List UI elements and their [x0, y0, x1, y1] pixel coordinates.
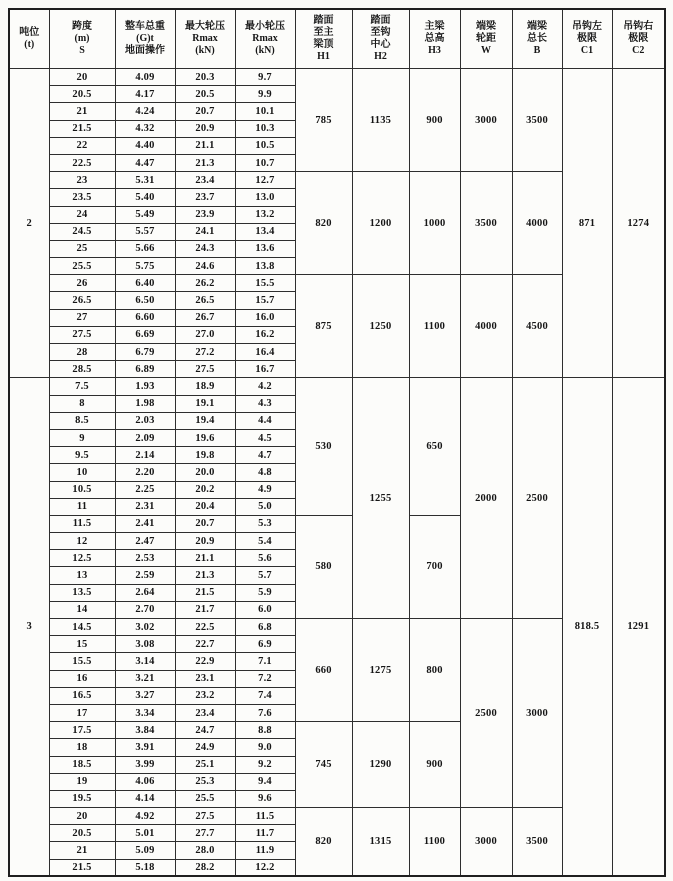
- max-wheel-load-cell: 21.3: [175, 567, 235, 584]
- max-wheel-load-cell: 26.5: [175, 292, 235, 309]
- total-weight-cell: 2.25: [115, 481, 175, 498]
- span-cell: 18.5: [49, 756, 115, 773]
- min-wheel-load-cell: 16.0: [235, 309, 295, 326]
- column-header-c2: [612, 9, 665, 69]
- max-wheel-load-cell: 27.2: [175, 344, 235, 361]
- span-cell: 20: [49, 69, 115, 86]
- header-line: B: [533, 45, 541, 56]
- min-wheel-load-cell: 7.1: [235, 653, 295, 670]
- max-wheel-load-cell: 20.7: [175, 103, 235, 120]
- min-wheel-load-cell: 16.4: [235, 344, 295, 361]
- span-cell: 16: [49, 670, 115, 687]
- w-cell: 2500: [460, 619, 512, 808]
- b-cell: 4000: [512, 172, 562, 275]
- header-line: Rmax: [192, 33, 218, 44]
- span-cell: 10.5: [49, 481, 115, 498]
- header-line: H1: [317, 51, 330, 62]
- total-weight-cell: 4.17: [115, 86, 175, 103]
- total-weight-cell: 2.31: [115, 498, 175, 515]
- min-wheel-load-cell: 10.3: [235, 120, 295, 137]
- column-header-h1: [295, 9, 352, 69]
- h2-cell: 1290: [352, 722, 409, 808]
- min-wheel-load-cell: 15.7: [235, 292, 295, 309]
- min-wheel-load-cell: 7.4: [235, 687, 295, 704]
- max-wheel-load-cell: 20.2: [175, 481, 235, 498]
- total-weight-cell: 5.31: [115, 172, 175, 189]
- span-cell: 22: [49, 137, 115, 154]
- h3-cell: 700: [409, 515, 460, 618]
- span-cell: 19: [49, 773, 115, 790]
- min-wheel-load-cell: 9.0: [235, 739, 295, 756]
- min-wheel-load-cell: 4.8: [235, 464, 295, 481]
- min-wheel-load-cell: 10.7: [235, 154, 295, 171]
- header-line: C1: [580, 45, 594, 56]
- min-wheel-load-cell: 13.0: [235, 189, 295, 206]
- span-cell: 27.5: [49, 326, 115, 343]
- span-cell: 15.5: [49, 653, 115, 670]
- min-wheel-load-cell: 13.4: [235, 223, 295, 240]
- span-cell: 22.5: [49, 154, 115, 171]
- total-weight-cell: 6.50: [115, 292, 175, 309]
- total-weight-cell: 3.91: [115, 739, 175, 756]
- total-weight-cell: 5.75: [115, 258, 175, 275]
- h2-cell: 1255: [352, 378, 409, 619]
- tonnage-cell: 2: [9, 69, 49, 378]
- span-cell: 12.5: [49, 550, 115, 567]
- h3-cell: 650: [409, 378, 460, 516]
- min-wheel-load-cell: 9.4: [235, 773, 295, 790]
- max-wheel-load-cell: 26.7: [175, 309, 235, 326]
- h1-cell: 785: [295, 69, 352, 172]
- min-wheel-load-cell: 6.0: [235, 601, 295, 618]
- header-line: 轮距: [476, 33, 496, 44]
- header-line: (m): [74, 33, 90, 44]
- header-line: 吊钩右: [623, 21, 654, 32]
- min-wheel-load-cell: 4.9: [235, 481, 295, 498]
- min-wheel-load-cell: 12.7: [235, 172, 295, 189]
- b-cell: 3000: [512, 619, 562, 808]
- span-cell: 12: [49, 533, 115, 550]
- header-row: [9, 9, 665, 69]
- header-line: 吊钩左: [572, 21, 602, 32]
- max-wheel-load-cell: 28.0: [175, 842, 235, 859]
- header-line: 整车总重: [125, 21, 165, 32]
- column-header-b: [512, 9, 562, 69]
- max-wheel-load-cell: 27.0: [175, 326, 235, 343]
- span-cell: 14.5: [49, 619, 115, 636]
- span-cell: 28: [49, 344, 115, 361]
- max-wheel-load-cell: 20.4: [175, 498, 235, 515]
- column-header-w: [460, 9, 512, 69]
- span-cell: 20: [49, 808, 115, 825]
- total-weight-cell: 3.08: [115, 636, 175, 653]
- span-cell: 19.5: [49, 790, 115, 807]
- column-header-span: [49, 9, 115, 69]
- total-weight-cell: 2.47: [115, 533, 175, 550]
- total-weight-cell: 3.14: [115, 653, 175, 670]
- header-line: W: [481, 45, 491, 56]
- total-weight-cell: 4.92: [115, 808, 175, 825]
- span-cell: 10: [49, 464, 115, 481]
- span-cell: 20.5: [49, 86, 115, 103]
- max-wheel-load-cell: 26.2: [175, 275, 235, 292]
- min-wheel-load-cell: 5.3: [235, 515, 295, 532]
- min-wheel-load-cell: 6.9: [235, 636, 295, 653]
- max-wheel-load-cell: 21.5: [175, 584, 235, 601]
- min-wheel-load-cell: 10.1: [235, 103, 295, 120]
- total-weight-cell: 4.40: [115, 137, 175, 154]
- min-wheel-load-cell: 5.9: [235, 584, 295, 601]
- tonnage-cell: 3: [9, 378, 49, 876]
- min-wheel-load-cell: 16.7: [235, 361, 295, 378]
- column-header-total-weight: [115, 9, 175, 69]
- max-wheel-load-cell: 28.2: [175, 859, 235, 876]
- span-cell: 17.5: [49, 722, 115, 739]
- total-weight-cell: 4.32: [115, 120, 175, 137]
- max-wheel-load-cell: 27.7: [175, 825, 235, 842]
- span-cell: 9.5: [49, 447, 115, 464]
- span-cell: 20.5: [49, 825, 115, 842]
- min-wheel-load-cell: 13.2: [235, 206, 295, 223]
- header-line: H3: [428, 45, 441, 56]
- max-wheel-load-cell: 23.1: [175, 670, 235, 687]
- total-weight-cell: 6.89: [115, 361, 175, 378]
- max-wheel-load-cell: 22.9: [175, 653, 235, 670]
- header-line: 至钩: [370, 27, 391, 38]
- total-weight-cell: 2.09: [115, 429, 175, 446]
- span-cell: 21: [49, 103, 115, 120]
- min-wheel-load-cell: 5.0: [235, 498, 295, 515]
- total-weight-cell: 2.70: [115, 601, 175, 618]
- h3-cell: 900: [409, 722, 460, 808]
- h2-cell: 1250: [352, 275, 409, 378]
- total-weight-cell: 3.99: [115, 756, 175, 773]
- min-wheel-load-cell: 4.4: [235, 412, 295, 429]
- span-cell: 13.5: [49, 584, 115, 601]
- header-line: C2: [632, 45, 645, 56]
- header-line: Rmax: [252, 33, 278, 44]
- max-wheel-load-cell: 20.9: [175, 120, 235, 137]
- h2-cell: 1200: [352, 172, 409, 275]
- max-wheel-load-cell: 18.9: [175, 378, 235, 395]
- max-wheel-load-cell: 24.6: [175, 258, 235, 275]
- max-wheel-load-cell: 24.3: [175, 240, 235, 257]
- min-wheel-load-cell: 12.2: [235, 859, 295, 876]
- min-wheel-load-cell: 9.2: [235, 756, 295, 773]
- max-wheel-load-cell: 20.7: [175, 515, 235, 532]
- min-wheel-load-cell: 15.5: [235, 275, 295, 292]
- min-wheel-load-cell: 5.4: [235, 533, 295, 550]
- total-weight-cell: 2.59: [115, 567, 175, 584]
- total-weight-cell: 5.57: [115, 223, 175, 240]
- header-line: H2: [374, 51, 387, 62]
- max-wheel-load-cell: 24.7: [175, 722, 235, 739]
- total-weight-cell: 4.14: [115, 790, 175, 807]
- b-cell: 3500: [512, 808, 562, 877]
- total-weight-cell: 2.41: [115, 515, 175, 532]
- total-weight-cell: 4.47: [115, 154, 175, 171]
- max-wheel-load-cell: 27.5: [175, 808, 235, 825]
- header-line: 极限: [628, 33, 649, 44]
- span-cell: 24.5: [49, 223, 115, 240]
- header-line: 至主: [313, 27, 334, 38]
- total-weight-cell: 4.06: [115, 773, 175, 790]
- total-weight-cell: 2.20: [115, 464, 175, 481]
- total-weight-cell: 5.49: [115, 206, 175, 223]
- span-cell: 16.5: [49, 687, 115, 704]
- h3-cell: 1000: [409, 172, 460, 275]
- total-weight-cell: 2.03: [115, 412, 175, 429]
- max-wheel-load-cell: 23.4: [175, 704, 235, 721]
- min-wheel-load-cell: 11.5: [235, 808, 295, 825]
- total-weight-cell: 6.40: [115, 275, 175, 292]
- max-wheel-load-cell: 21.1: [175, 550, 235, 567]
- total-weight-cell: 5.01: [115, 825, 175, 842]
- max-wheel-load-cell: 24.1: [175, 223, 235, 240]
- max-wheel-load-cell: 21.7: [175, 601, 235, 618]
- span-cell: 11.5: [49, 515, 115, 532]
- c2-cell: 1291: [612, 378, 665, 876]
- min-wheel-load-cell: 8.8: [235, 722, 295, 739]
- span-cell: 14: [49, 601, 115, 618]
- b-cell: 3500: [512, 69, 562, 172]
- total-weight-cell: 3.21: [115, 670, 175, 687]
- max-wheel-load-cell: 19.1: [175, 395, 235, 412]
- table-body: [9, 69, 665, 877]
- h2-cell: 1315: [352, 808, 409, 877]
- max-wheel-load-cell: 24.9: [175, 739, 235, 756]
- w-cell: 3500: [460, 172, 512, 275]
- total-weight-cell: 5.09: [115, 842, 175, 859]
- total-weight-cell: 4.24: [115, 103, 175, 120]
- b-cell: 4500: [512, 275, 562, 378]
- max-wheel-load-cell: 19.6: [175, 429, 235, 446]
- total-weight-cell: 6.69: [115, 326, 175, 343]
- w-cell: 4000: [460, 275, 512, 378]
- header-line: 主梁: [424, 21, 445, 32]
- max-wheel-load-cell: 23.7: [175, 189, 235, 206]
- c1-cell: 871: [562, 69, 612, 378]
- span-cell: 25: [49, 240, 115, 257]
- max-wheel-load-cell: 21.3: [175, 154, 235, 171]
- header-line: 总高: [424, 33, 445, 44]
- header-line: (kN): [195, 45, 215, 56]
- min-wheel-load-cell: 9.6: [235, 790, 295, 807]
- max-wheel-load-cell: 21.1: [175, 137, 235, 154]
- span-cell: 23: [49, 172, 115, 189]
- span-cell: 24: [49, 206, 115, 223]
- header-line: 踏面: [313, 15, 334, 26]
- h1-cell: 580: [295, 515, 352, 618]
- b-cell: 2500: [512, 378, 562, 619]
- min-wheel-load-cell: 16.2: [235, 326, 295, 343]
- span-cell: 8.5: [49, 412, 115, 429]
- max-wheel-load-cell: 25.5: [175, 790, 235, 807]
- max-wheel-load-cell: 19.8: [175, 447, 235, 464]
- header-line: 踏面: [370, 15, 391, 26]
- header-line: 吨位: [19, 27, 40, 38]
- header-line: 跨度: [72, 21, 92, 32]
- crane-spec-table: [8, 8, 666, 877]
- column-header-h2: [352, 9, 409, 69]
- header-line: 梁顶: [313, 39, 334, 50]
- total-weight-cell: 2.14: [115, 447, 175, 464]
- span-cell: 11: [49, 498, 115, 515]
- max-wheel-load-cell: 20.0: [175, 464, 235, 481]
- h1-cell: 530: [295, 378, 352, 516]
- h2-cell: 1135: [352, 69, 409, 172]
- min-wheel-load-cell: 5.6: [235, 550, 295, 567]
- table-header: [9, 9, 665, 69]
- span-cell: 27: [49, 309, 115, 326]
- total-weight-cell: 2.64: [115, 584, 175, 601]
- min-wheel-load-cell: 9.9: [235, 86, 295, 103]
- h1-cell: 875: [295, 275, 352, 378]
- max-wheel-load-cell: 20.9: [175, 533, 235, 550]
- h1-cell: 660: [295, 619, 352, 722]
- header-line: S: [79, 45, 85, 56]
- table-row: [9, 69, 665, 86]
- total-weight-cell: 3.02: [115, 619, 175, 636]
- max-wheel-load-cell: 23.9: [175, 206, 235, 223]
- span-cell: 26.5: [49, 292, 115, 309]
- h3-cell: 1100: [409, 808, 460, 877]
- min-wheel-load-cell: 6.8: [235, 619, 295, 636]
- header-line: (kN): [255, 45, 275, 56]
- span-cell: 9: [49, 429, 115, 446]
- header-line: (t): [24, 39, 35, 50]
- span-cell: 21: [49, 842, 115, 859]
- min-wheel-load-cell: 10.5: [235, 137, 295, 154]
- total-weight-cell: 5.66: [115, 240, 175, 257]
- h3-cell: 900: [409, 69, 460, 172]
- max-wheel-load-cell: 23.4: [175, 172, 235, 189]
- max-wheel-load-cell: 19.4: [175, 412, 235, 429]
- max-wheel-load-cell: 25.3: [175, 773, 235, 790]
- total-weight-cell: 3.34: [115, 704, 175, 721]
- span-cell: 25.5: [49, 258, 115, 275]
- column-header-min-wheel-load: [235, 9, 295, 69]
- c1-cell: 818.5: [562, 378, 612, 876]
- span-cell: 21.5: [49, 120, 115, 137]
- min-wheel-load-cell: 4.5: [235, 429, 295, 446]
- w-cell: 3000: [460, 808, 512, 877]
- min-wheel-load-cell: 4.3: [235, 395, 295, 412]
- column-header-c1: [562, 9, 612, 69]
- total-weight-cell: 3.84: [115, 722, 175, 739]
- span-cell: 26: [49, 275, 115, 292]
- header-line: 最大轮压: [185, 21, 225, 32]
- total-weight-cell: 1.93: [115, 378, 175, 395]
- total-weight-cell: 2.53: [115, 550, 175, 567]
- h1-cell: 820: [295, 808, 352, 877]
- header-line: 总长: [527, 33, 547, 44]
- span-cell: 18: [49, 739, 115, 756]
- span-cell: 28.5: [49, 361, 115, 378]
- h1-cell: 820: [295, 172, 352, 275]
- h3-cell: 800: [409, 619, 460, 722]
- span-cell: 23.5: [49, 189, 115, 206]
- total-weight-cell: 6.60: [115, 309, 175, 326]
- min-wheel-load-cell: 13.8: [235, 258, 295, 275]
- min-wheel-load-cell: 5.7: [235, 567, 295, 584]
- min-wheel-load-cell: 11.9: [235, 842, 295, 859]
- h2-cell: 1275: [352, 619, 409, 722]
- max-wheel-load-cell: 22.7: [175, 636, 235, 653]
- column-header-h3: [409, 9, 460, 69]
- header-line: 端梁: [476, 21, 496, 32]
- w-cell: 2000: [460, 378, 512, 619]
- max-wheel-load-cell: 23.2: [175, 687, 235, 704]
- max-wheel-load-cell: 27.5: [175, 361, 235, 378]
- span-cell: 13: [49, 567, 115, 584]
- header-line: (G)t: [136, 33, 154, 44]
- table-row: [9, 378, 665, 395]
- h3-cell: 1100: [409, 275, 460, 378]
- total-weight-cell: 1.98: [115, 395, 175, 412]
- total-weight-cell: 6.79: [115, 344, 175, 361]
- max-wheel-load-cell: 20.5: [175, 86, 235, 103]
- header-line: 中心: [370, 39, 391, 50]
- min-wheel-load-cell: 9.7: [235, 69, 295, 86]
- total-weight-cell: 5.18: [115, 859, 175, 876]
- min-wheel-load-cell: 13.6: [235, 240, 295, 257]
- span-cell: 21.5: [49, 859, 115, 876]
- max-wheel-load-cell: 25.1: [175, 756, 235, 773]
- header-line: 极限: [577, 33, 597, 44]
- header-line: 端梁: [527, 21, 547, 32]
- total-weight-cell: 3.27: [115, 687, 175, 704]
- span-cell: 7.5: [49, 378, 115, 395]
- max-wheel-load-cell: 22.5: [175, 619, 235, 636]
- min-wheel-load-cell: 11.7: [235, 825, 295, 842]
- span-cell: 15: [49, 636, 115, 653]
- max-wheel-load-cell: 20.3: [175, 69, 235, 86]
- header-line: 地面操作: [125, 45, 165, 56]
- c2-cell: 1274: [612, 69, 665, 378]
- w-cell: 3000: [460, 69, 512, 172]
- h1-cell: 745: [295, 722, 352, 808]
- min-wheel-load-cell: 7.2: [235, 670, 295, 687]
- total-weight-cell: 4.09: [115, 69, 175, 86]
- header-line: 最小轮压: [245, 21, 285, 32]
- total-weight-cell: 5.40: [115, 189, 175, 206]
- min-wheel-load-cell: 4.2: [235, 378, 295, 395]
- min-wheel-load-cell: 7.6: [235, 704, 295, 721]
- column-header-max-wheel-load: [175, 9, 235, 69]
- span-cell: 8: [49, 395, 115, 412]
- min-wheel-load-cell: 4.7: [235, 447, 295, 464]
- column-header-tonnage: [9, 9, 49, 69]
- span-cell: 17: [49, 704, 115, 721]
